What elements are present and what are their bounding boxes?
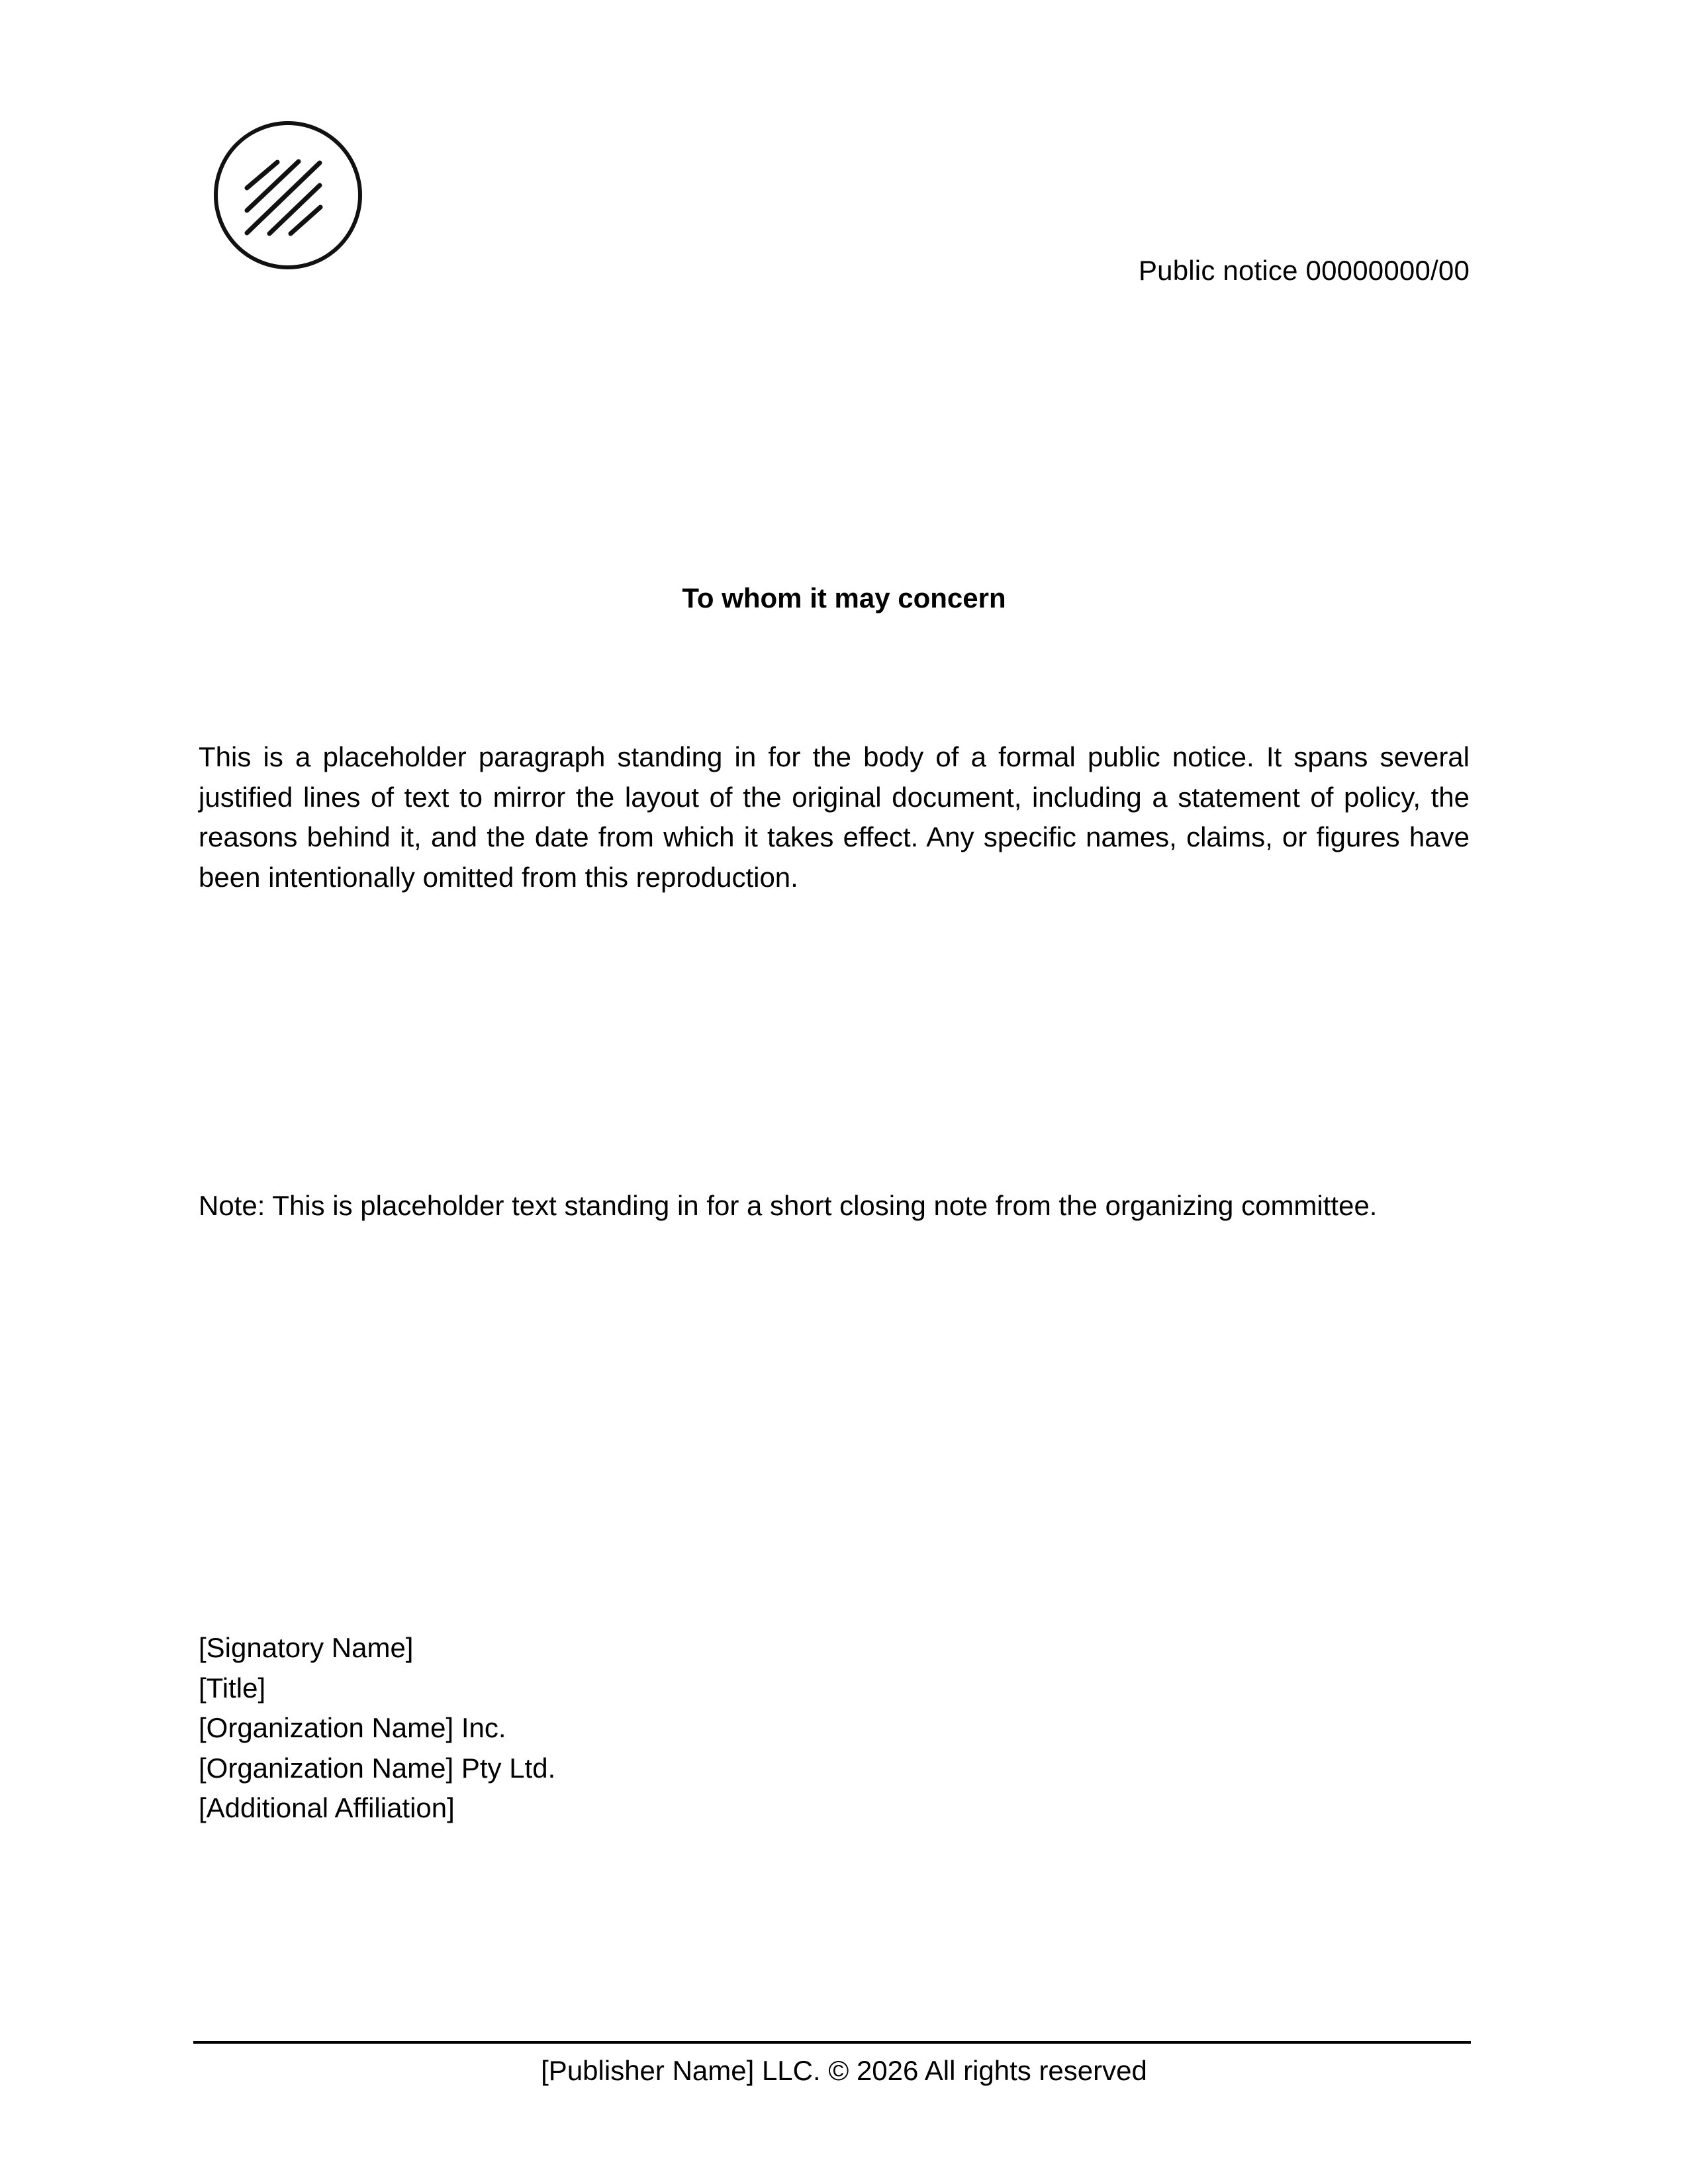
footer-divider bbox=[193, 2041, 1471, 2044]
signatory-organization: [Organization Name] Inc. bbox=[199, 1712, 506, 1743]
note-paragraph: Note: This is placeholder text standing in for a short closing note from the organizing committee. bbox=[199, 1190, 1378, 1221]
signatory-name: [Signatory Name] bbox=[199, 1632, 414, 1663]
signatory-organization: [Organization Name] Pty Ltd. bbox=[199, 1752, 556, 1784]
footer-copyright: [Publisher Name] LLC. © 2026 All rights reserved bbox=[541, 2055, 1147, 2086]
notice-body-paragraph: This is a placeholder paragraph standing in for the body of a formal public notice. It spans several justified lines of text to mirror the layout of the original document, including a statement of policy, the reasons behind it, and the date from which it takes effect. Any specific names, claims, or figures have been intentionally omitted from this reproduction. bbox=[199, 741, 1470, 893]
signature-block bbox=[199, 1628, 555, 1829]
salutation-heading: To whom it may concern bbox=[682, 582, 1006, 614]
circle-diagonal-lines-logo-icon bbox=[209, 116, 367, 275]
notice-id: Public notice 00000000/00 bbox=[1138, 255, 1470, 286]
signatory-title: [Title] bbox=[199, 1672, 266, 1704]
signatory-affiliation: [Additional Affiliation] bbox=[199, 1792, 455, 1823]
